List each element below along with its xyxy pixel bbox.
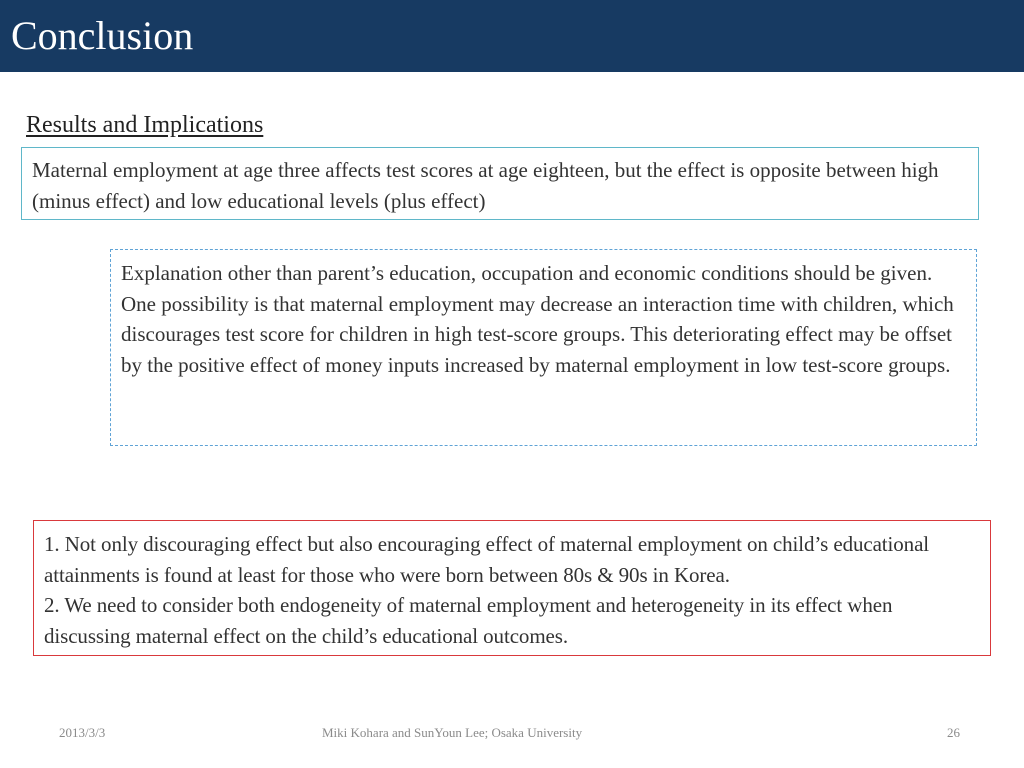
slide-title: Conclusion [11, 13, 194, 58]
explanation-paragraph-2: One possibility is that maternal employment may decrease an interaction time with children, which discourages test score for children in high test-score groups. This deteriorating effect may be offset by the positive effect of money inputs increased by maternal employment in low test-score groups. [121, 291, 954, 377]
footer-author: Miki Kohara and SunYoun Lee; Osaka University [322, 725, 583, 740]
conclusion-point-1: 1. Not only discouraging effect but also encouraging effect of maternal employment on child’s educational attainments is found at least for those who were born between 80s & 90s in Korea. [44, 532, 930, 587]
summary-text: Maternal employment at age three affects test scores at age eighteen, but the effect is opposite between high (minus effect) and low educational levels (plus effect) [32, 158, 939, 213]
title-bar [0, 0, 1024, 72]
conclusion-box [33, 520, 991, 656]
conclusion-point-2: 2. We need to consider both endogeneity of maternal employment and heterogeneity in its effect when discussing maternal effect on the child’s educational outcomes. [44, 593, 893, 648]
explanation-box [110, 249, 977, 446]
footer-page-number: 26 [947, 725, 960, 740]
summary-box [21, 147, 979, 220]
footer-date: 2013/3/3 [59, 725, 106, 740]
explanation-paragraph-1: Explanation other than parent’s education, occupation and economic conditions should be given. [121, 261, 933, 285]
section-heading: Results and Implications [26, 112, 264, 138]
